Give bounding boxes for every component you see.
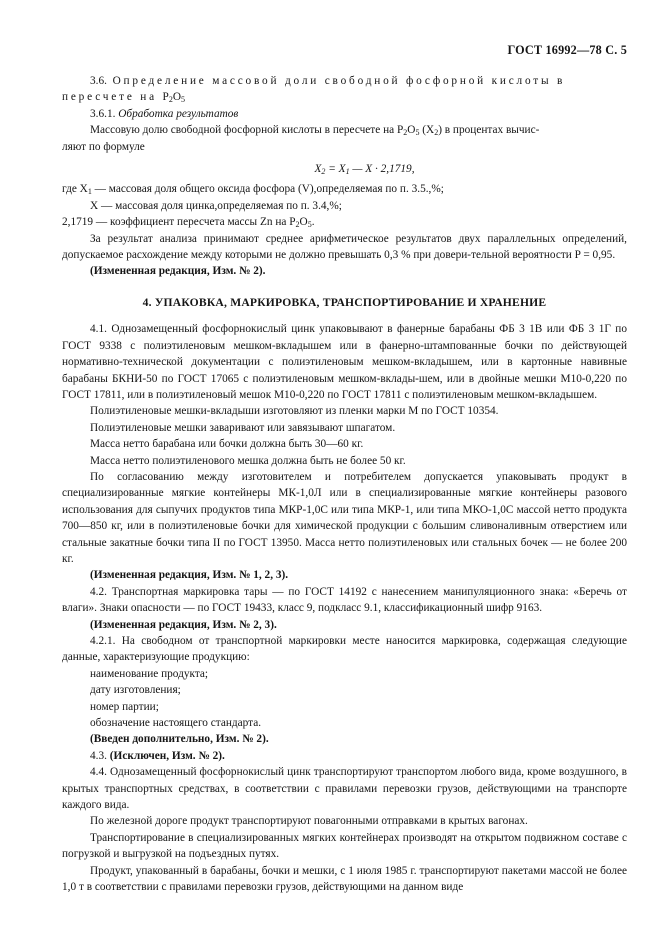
paragraph-4-4-b: По железной дороге продукт транспортируют повагонными отправками в крытых вагонах. <box>90 815 528 828</box>
where-label: X <box>90 199 99 212</box>
paragraph-formula-intro <box>62 122 627 138</box>
chem-sub: 2 <box>403 128 408 138</box>
section-number: 3.6. <box>90 75 107 87</box>
paragraph-4-4: 4.4. Однозамещенный фосфорнокислый цинк транспортируют транспортом любого вида, кроме воздушного, в крытых транспортных средствах, в соответствии с правилами перевозки грузов, действующими на транспорте каждого вида. <box>62 766 627 812</box>
where-line-2 <box>62 198 627 214</box>
section-title-line2: пересчете на <box>62 91 157 104</box>
where-label: 2,1719 <box>62 216 94 229</box>
paragraph-4-1-e: Масса нетто полиэтиленового мешка должна быть не более 50 кг. <box>90 454 406 467</box>
list-item: обозначение настоящего стандарта. <box>90 717 262 730</box>
paragraph-4-1-d: Масса нетто барабана или бочки должна быть 30—60 кг. <box>90 438 364 451</box>
page-header: ГОСТ 16992—78 С. 5 <box>507 43 627 57</box>
section-title-line1: Определение массовой доли свободной фосфорной кислоты в <box>112 75 566 87</box>
where-line-1 <box>62 181 627 197</box>
paragraph-4-1-b: Полиэтиленовые мешки-вкладыши изготовляют из пленки марки М по ГОСТ 10354. <box>90 405 499 418</box>
formula-var: X <box>314 163 322 176</box>
section-3-6-heading-cont <box>62 89 627 105</box>
paragraph-formula-intro-cont: ляют по формуле <box>62 140 145 153</box>
document-body <box>62 73 627 896</box>
chem-formula <box>163 91 185 103</box>
formula-part: — X · 2,1719, <box>349 163 415 176</box>
paragraph-4-2-1: 4.2.1. На свободном от транспортной маркировки месте наносится маркировка, содержащая следующие данные, характеризующие продукцию: <box>62 635 627 664</box>
chem-p: P <box>162 91 169 104</box>
var-sub: 2 <box>434 128 439 138</box>
excluded-note: (Исключен, Изм. № 2). <box>109 749 225 762</box>
where-text: — коэффициент пересчета массы Zn на P <box>93 216 296 229</box>
text: (X <box>419 124 435 137</box>
formula-sub: 2 <box>321 167 326 177</box>
text: Массовую долю свободной фосфорной кислоты в пересчете на P <box>90 124 404 137</box>
section-number: 3.6.1. <box>90 107 116 120</box>
paragraph-4-3 <box>62 748 627 764</box>
chem-sub: 2 <box>295 220 300 230</box>
list-item: номер партии; <box>90 700 159 713</box>
chem-o: O <box>299 216 308 229</box>
list-item: наименование продукта; <box>90 667 209 680</box>
amendment-note: (Измененная редакция, Изм. № 2). <box>90 265 266 278</box>
amendment-note: (Измененная редакция, Изм. № 1, 2, 3). <box>90 569 289 582</box>
where-sub: 1 <box>87 187 92 197</box>
chem-sub: 2 <box>168 95 173 105</box>
chem-o: O <box>172 91 182 104</box>
marking-list <box>62 666 627 732</box>
paragraph-4-2: 4.2. Транспортная маркировка тары — по ГОСТ 14192 с нанесением манипуляционного знака: «Беречь от влаги». Знаки опасности — по ГОСТ 19433, класс 9, подкласс 9.1, классификационный шифр 9163. <box>62 585 627 615</box>
text: ) в процентах вычис- <box>438 124 540 137</box>
section-number: 4.3. <box>90 749 107 762</box>
paragraph-4-1: 4.1. Однозамещенный фосфорнокислый цинк упаковывают в фанерные барабаны ФБ 3 1В или ФБ 3 1Г по ГОСТ 9338 с полиэтиленовым мешком-вкладышем или в фанерно-штампованные бочки по действующей нормативно-технической документации с полиэтиленовым мешком-вкладышем, или в картонные навивные барабаны БКНИ-50 по ГОСТ 17065 с полиэтиленовым мешком-вклады-шем, или в двойные мешки М10-0,220 по ГОСТ 17811, или в полиэтиленовый мешок М10-0,220 по ГОСТ 17811 с полиэтиленовым мешком-вкладышем. <box>62 323 627 401</box>
where-text: — массовая доля цинка,определяемая по п. 3.4,%; <box>98 199 342 212</box>
paragraph-4-1-f: По согласованию между изготовителем и потребителем допускается упаковывать продукт в специализированные мягкие контейнеры МК-1,0Л или в специализированные мягкие контейнеры разового использования для сыпучих продуктов типа МКР-1,0С или типа МКР-1, или типа МКО-1,0С массой нетто продукта 700—850 кг, или в полиэтиленовые бочки для химической продукции с большим сливоналивным отверстием или стальные закатные бочки типа II по ГОСТ 13950. Масса нетто полиэтиленовых или стальных бочек — не более 200 кг. <box>62 470 627 565</box>
where-text: — массовая доля общего оксида фосфора (V),определяемая по п. 3.5.,%; <box>91 183 444 196</box>
chem-sub: 5 <box>307 220 312 230</box>
section-4-title: 4. УПАКОВКА, МАРКИРОВКА, ТРАНСПОРТИРОВАНИЕ И ХРАНЕНИЕ <box>142 295 547 309</box>
section-title: Обработка результатов <box>118 107 239 120</box>
formula-sub: 1 <box>345 167 350 177</box>
list-item: дату изготовления; <box>90 684 181 697</box>
chem-o: O <box>407 124 416 137</box>
paragraph-4-1-c: Полиэтиленовые мешки заваривают или завязывают шпагатом. <box>90 421 396 434</box>
where-text: . <box>311 216 315 229</box>
amendment-note: (Измененная редакция, Изм. № 2, 3). <box>90 618 277 631</box>
paragraph-4-4-c: Транспортирование в специализированных мягких контейнерах производят на открытом подвижном составе с погрузкой и выгрузкой на подъездных путях. <box>62 831 627 861</box>
where-line-3 <box>62 214 627 230</box>
section-3-6-1-heading <box>62 106 627 122</box>
paragraph-result: За результат анализа принимают среднее арифметическое результатов двух параллельных определений, допускаемое расхождение между которыми не должно превышать 0,3 % при довери-тельной вероятности P = 0,95. <box>62 232 627 262</box>
chem-sub: 5 <box>181 95 186 105</box>
formula-part: = X <box>325 163 346 176</box>
amendment-note: (Введен дополнительно, Изм. № 2). <box>90 733 269 746</box>
chem-sub: 5 <box>415 128 420 138</box>
where-label: где X <box>62 183 88 196</box>
section-3-6-heading <box>62 73 627 89</box>
formula <box>102 161 627 177</box>
paragraph-4-4-d: Продукт, упакованный в барабаны, бочки и мешки, с 1 июля 1985 г. транспортируют пакетами массой не более 1,0 т в соответствии с правилами перевозки грузов, действующими на данном виде <box>62 864 627 894</box>
